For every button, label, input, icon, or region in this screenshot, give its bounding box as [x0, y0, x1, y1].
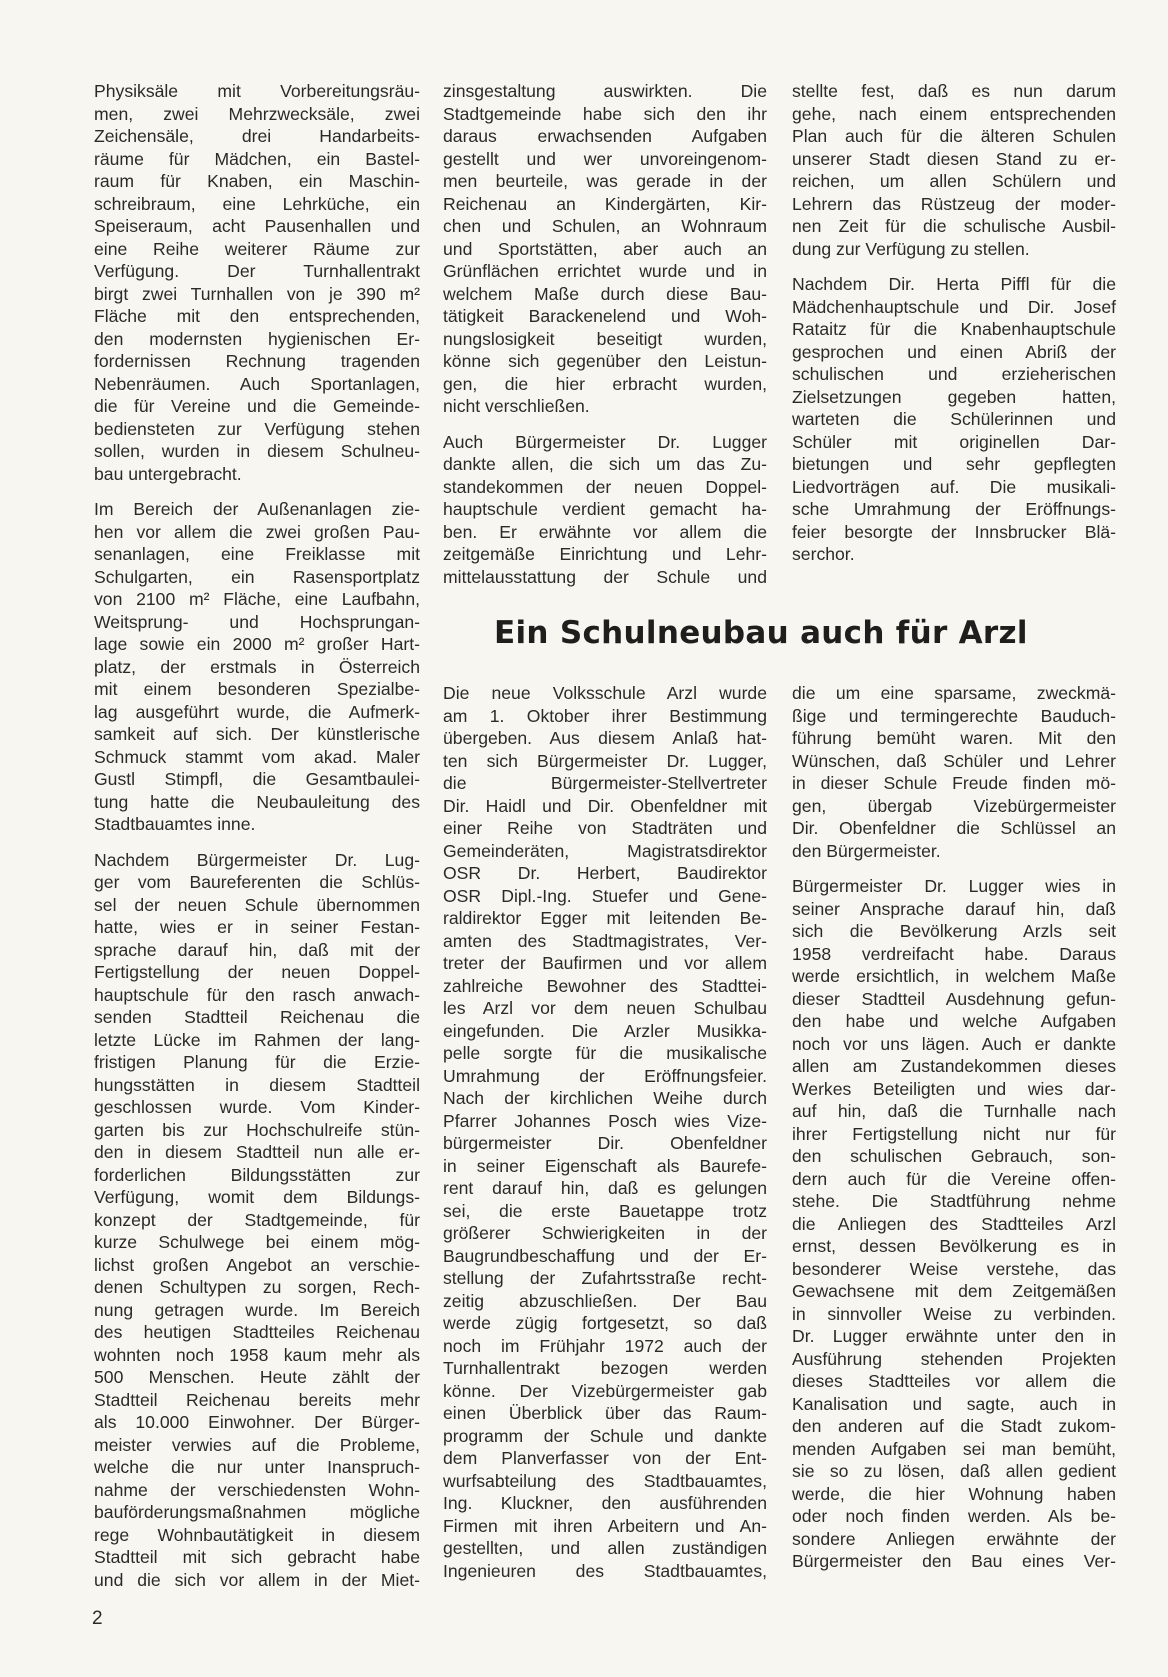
text-line: gehe, nach einem entsprechenden	[792, 103, 1116, 124]
text-line: schulischen und erzieherischen	[792, 364, 1116, 384]
text-line: lag ausgeführt wurde, die Aufmerk-	[94, 701, 420, 722]
text-line: als 10.000 Einwohner. Der Bürger-	[94, 1412, 420, 1432]
text-line: gesprochen und einen Abriß der	[792, 341, 1116, 362]
text-line: ihrer Fertigstellung nicht nur für	[792, 1123, 1116, 1144]
text-line: und die sich vor allem in der Miet-	[94, 1569, 420, 1590]
text-line: Mädchenhauptschule und Dir. Josef	[792, 296, 1116, 317]
text-line: serchor.	[792, 544, 855, 564]
text-line: nahme der verschiedensten Wohn-	[94, 1479, 420, 1500]
text-line: die Bürgermeister-Stellvertreter	[443, 773, 767, 793]
text-line: Dir. Obenfeldner die Schlüssel an	[792, 818, 1116, 838]
text-line: eingefunden. Die Arzler Musikka-	[443, 1020, 767, 1041]
text-line: bürgermeister Dir. Obenfeldner	[443, 1133, 767, 1153]
text-line: zeitgemäße Einrichtung und Lehr-	[443, 544, 767, 564]
text-line: räume für Mädchen, ein Bastel-	[94, 148, 420, 169]
text-line: Ausführung stehenden Projekten	[792, 1348, 1116, 1369]
paragraph	[792, 875, 1116, 1573]
text-line: eine Reihe weiterer Räume zur	[94, 238, 420, 259]
text-line: am 1. Oktober ihrer Bestimmung	[443, 705, 767, 726]
text-line: kurze Schulwege bei einem mög-	[94, 1232, 420, 1252]
text-line: werde, die hier Wohnung haben	[792, 1483, 1116, 1504]
text-line: gestellt und wer unvoreingenom-	[443, 148, 767, 169]
text-line: mit einem besonderen Spezialbe-	[94, 679, 420, 699]
text-line: Turnhallentrakt bezogen werden	[443, 1358, 767, 1378]
text-line: sondere Anliegen erwähnte der	[792, 1528, 1116, 1549]
text-line: Bürgermeister Dr. Lugger wies in	[792, 876, 1116, 896]
text-line: senden Stadtteil Reichenau die	[94, 1007, 420, 1027]
text-line: schreibraum, eine Lehrküche, ein	[94, 193, 420, 214]
text-line: lichst großen Angebot an verschie-	[94, 1254, 420, 1275]
text-line: Stadtteil mit sich gebracht habe	[94, 1547, 420, 1567]
text-line: platz, der erstmals in Österreich	[94, 656, 420, 677]
text-line: welchem Maße durch diese Bau-	[443, 283, 767, 304]
text-line: Stadtgemeinde habe sich den ihr	[443, 103, 767, 124]
text-line: die um eine sparsame, zweckmä-	[792, 683, 1116, 703]
text-line: Speiseraum, acht Pausenhallen und	[94, 216, 420, 236]
text-line: hatte, wies er in seiner Festan-	[94, 917, 420, 937]
text-line: forderlichen Bildungsstätten zur	[94, 1164, 420, 1185]
text-line: Nebenräumen. Auch Sportanlagen,	[94, 373, 420, 394]
paragraph	[443, 431, 767, 589]
text-line: Zielsetzungen gegeben hatten,	[792, 386, 1116, 407]
text-line: Verfügung. Der Turnhallentrakt	[94, 261, 420, 281]
text-line: standekommen der neuen Doppel-	[443, 476, 767, 497]
text-line: Umrahmung der Eröffnungsfeier.	[443, 1065, 767, 1086]
text-line: noch vor uns lägen. Auch er dankte	[792, 1033, 1116, 1054]
text-line: dieses Stadtteiles vor allem die	[792, 1371, 1116, 1391]
text-column-2	[443, 80, 767, 601]
text-line: größerer Schwierigkeiten in der	[443, 1223, 767, 1243]
text-line: sprache darauf hin, daß mit der	[94, 939, 420, 960]
text-line: ben. Er erwähnte vor allem die	[443, 521, 767, 542]
text-line: meister verwies auf die Probleme,	[94, 1434, 420, 1455]
text-line: Pfarrer Johannes Posch wies Vize-	[443, 1110, 767, 1131]
text-line: den modernsten hygienischen Er-	[94, 328, 420, 349]
text-line: in dieser Schule Freude finden mö-	[792, 773, 1116, 793]
text-line: die für Vereine und die Gemeinde-	[94, 396, 420, 416]
text-line: ßige und termingerechte Bauduch-	[792, 705, 1116, 726]
text-line: pelle sorgte für die musikalische	[443, 1043, 767, 1063]
text-line: men, zwei Mehrzwecksäle, zwei	[94, 103, 420, 124]
text-line: den anderen auf die Stadt zukom-	[792, 1416, 1116, 1436]
text-line: letzte Lücke im Rahmen der lang-	[94, 1029, 420, 1050]
text-line: könne. Der Vizebürgermeister gab	[443, 1380, 767, 1401]
text-line: Fertigstellung der neuen Doppel-	[94, 962, 420, 982]
text-line: les Arzl vor dem neuen Schulbau	[443, 998, 767, 1018]
text-line: wohnten noch 1958 kaum mehr als	[94, 1344, 420, 1365]
text-line: chen und Schulen, an Wohnraum	[443, 216, 767, 236]
text-line: sollen, wurden in diesem Schulneu-	[94, 441, 420, 461]
text-line: Schulgarten, ein Rasensportplatz	[94, 566, 420, 587]
text-line: birgt zwei Turnhallen von je 390 m²	[94, 283, 420, 304]
text-line: Verfügung, womit dem Bildungs-	[94, 1187, 420, 1207]
text-line: OSR Dipl.-Ing. Stuefer und Gene-	[443, 885, 767, 906]
text-line: hauptschule verdient gemacht ha-	[443, 499, 767, 519]
text-line: ernst, dessen Bevölkerung es in	[792, 1236, 1116, 1256]
text-line: Fläche mit den entsprechenden,	[94, 306, 420, 326]
text-line: nungslosigkeit beseitigt wurden,	[443, 328, 767, 349]
text-line: rent darauf hin, daß es gelungen	[443, 1178, 767, 1198]
text-line: seiner Ansprache darauf hin, daß	[792, 898, 1116, 919]
text-line: hauptschule für den rasch anwach-	[94, 984, 420, 1005]
text-line: Wünschen, daß Schüler und Lehrer	[792, 750, 1116, 771]
text-line: treter der Baufirmen und vor allem	[443, 953, 767, 973]
text-column-1	[94, 80, 420, 1604]
text-line: Gewachsene mit dem Zeitgemäßen	[792, 1281, 1116, 1301]
text-line: Nach der kirchlichen Weihe durch	[443, 1088, 767, 1108]
text-line: noch im Frühjahr 1972 auch der	[443, 1335, 767, 1356]
text-line: raldirektor Egger mit leitenden Be-	[443, 908, 767, 928]
text-line: OSR Dr. Herbert, Baudirektor	[443, 863, 767, 883]
text-line: werde ersichtlich, in welchem Maße	[792, 966, 1116, 986]
text-line: fordernissen Rechnung tragenden	[94, 351, 420, 371]
text-line: dern auch für die Vereine offen-	[792, 1168, 1116, 1189]
text-line: gestellten, und allen zuständigen	[443, 1538, 767, 1558]
text-line: garten bis zur Hochschulreife stün-	[94, 1119, 420, 1140]
text-line: ten sich Bürgermeister Dr. Lugger,	[443, 750, 767, 771]
text-line: 1958 verdreifacht habe. Daraus	[792, 943, 1116, 964]
text-line: ger vom Baureferenten die Schlüs-	[94, 872, 420, 892]
text-line: Ing. Kluckner, den ausführenden	[443, 1493, 767, 1513]
text-column-3	[792, 80, 1116, 579]
text-line: konzept der Stadtgemeinde, für	[94, 1209, 420, 1230]
text-line: zeitig abzuschließen. Der Bau	[443, 1290, 767, 1311]
text-line: einen Überblick über das Raum-	[443, 1403, 767, 1423]
text-line: Zeichensäle, drei Handarbeits-	[94, 126, 420, 146]
text-line: rege Wohnbautätigkeit in diesem	[94, 1524, 420, 1545]
text-line: sie so zu lösen, daß allen gedient	[792, 1461, 1116, 1481]
text-line: besonderer Weise verstehe, das	[792, 1258, 1116, 1279]
text-line: Nachdem Dir. Herta Piffl für die	[792, 274, 1116, 294]
text-line: nen Zeit für die schulische Ausbil-	[792, 216, 1116, 236]
text-line: gen, übergab Vizebürgermeister	[792, 795, 1116, 816]
text-line: denen Schultypen zu sorgen, Rech-	[94, 1277, 420, 1297]
text-line: nicht verschließen.	[443, 396, 590, 416]
text-line: Physiksäle mit Vorbereitungsräu-	[94, 81, 420, 101]
text-line: sich die Bevölkerung Arzls seit	[792, 921, 1116, 941]
paragraph	[94, 498, 420, 836]
text-line: den Bürgermeister.	[792, 840, 941, 861]
text-line: unserer Stadt diesen Stand zu er-	[792, 148, 1116, 169]
text-line: dem Planverfasser von der Ent-	[443, 1448, 767, 1468]
text-line: sel der neuen Schule übernommen	[94, 894, 420, 915]
text-line: Baugrundbeschaffung und der Er-	[443, 1245, 767, 1266]
text-line: die Anliegen des Stadtteiles Arzl	[792, 1213, 1116, 1234]
text-line: Firmen mit ihren Arbeitern und An-	[443, 1515, 767, 1536]
text-line: Auch Bürgermeister Dr. Lugger	[443, 431, 767, 452]
text-line: hen vor allem die zwei großen Pau-	[94, 521, 420, 542]
paragraph	[443, 80, 767, 418]
text-line: Dir. Haidl und Dir. Obenfeldner mit	[443, 795, 767, 816]
text-line: bau untergebracht.	[94, 463, 242, 484]
text-line: hungsstätten in diesem Stadtteil	[94, 1074, 420, 1095]
text-line: Stadtbauamtes inne.	[94, 814, 256, 834]
text-line: den habe und welche Aufgaben	[792, 1011, 1116, 1031]
text-line: Die neue Volksschule Arzl wurde	[443, 683, 767, 703]
text-line: 500 Menschen. Heute zählt der	[94, 1367, 420, 1387]
text-line: Plan auch für die älteren Schulen	[792, 126, 1116, 146]
text-line: führung bemüht waren. Mit den	[792, 728, 1116, 748]
text-line: zahlreiche Bewohner des Stadttei-	[443, 975, 767, 996]
text-line: Gustl Stimpfl, die Gesamtbaulei-	[94, 769, 420, 789]
text-line: programm der Schule und dankte	[443, 1425, 767, 1446]
text-line: dieser Stadtteil Ausdehnung gefun-	[792, 988, 1116, 1009]
paragraph	[94, 80, 420, 485]
text-line: lage sowie ein 2000 m² großer Hart-	[94, 634, 420, 654]
text-line: geschlossen wurde. Vom Kinder-	[94, 1097, 420, 1117]
text-line: in seiner Eigenschaft als Baurefe-	[443, 1155, 767, 1176]
text-line: des heutigen Stadtteiles Reichenau	[94, 1322, 420, 1342]
text-line: menden Aufgaben sei man bemüht,	[792, 1438, 1116, 1459]
text-line: Gemeinderäten, Magistratsdirektor	[443, 840, 767, 861]
text-line: mittelausstattung der Schule und	[443, 566, 767, 587]
text-line: Weitsprung- und Hochsprungan-	[94, 611, 420, 632]
text-line: bietungen und sehr gepflegten	[792, 454, 1116, 474]
text-line: stellte fest, daß es nun darum	[792, 81, 1116, 101]
text-column-5	[792, 682, 1116, 1586]
text-line: Nachdem Bürgermeister Dr. Lug-	[94, 849, 420, 870]
text-line: in sinnvoller Weise zu verbinden.	[792, 1303, 1116, 1324]
text-line: Dr. Lugger erwähnte unter den in	[792, 1326, 1116, 1346]
paragraph	[94, 849, 420, 1592]
text-line: Reichenau an Kindergärten, Kir-	[443, 193, 767, 214]
text-line: den in diesem Stadtteil nun alle er-	[94, 1142, 420, 1162]
text-line: allen am Zustandekommen dieses	[792, 1056, 1116, 1076]
text-line: den schulischen Gebrauch, son-	[792, 1146, 1116, 1166]
text-line: Stadtteil Reichenau bereits mehr	[94, 1389, 420, 1410]
text-line: oder noch finden werden. Als be-	[792, 1506, 1116, 1526]
text-line: Lehrern das Rüstzeug der moder-	[792, 193, 1116, 214]
text-line: raum für Knaben, ein Maschin-	[94, 171, 420, 191]
paragraph	[792, 80, 1116, 260]
text-line: gen, die hier erbracht wurden,	[443, 373, 767, 394]
text-line: bauförderungsmaßnahmen mögliche	[94, 1502, 420, 1522]
paragraph	[792, 273, 1116, 566]
page-number: 2	[92, 1608, 103, 1629]
text-line: tätigkeit Barackenelend und Woh-	[443, 306, 767, 326]
text-line: Kanalisation und sagte, auch in	[792, 1393, 1116, 1414]
text-line: von 2100 m² Fläche, eine Laufbahn,	[94, 589, 420, 609]
text-line: wurfsabteilung des Stadtbauamtes,	[443, 1470, 767, 1491]
paragraph	[792, 682, 1116, 862]
text-line: feier besorgte der Innsbrucker Blä-	[792, 521, 1116, 542]
text-line: stehe. Die Stadtführung nehme	[792, 1191, 1116, 1211]
text-line: warteten die Schülerinnen und	[792, 409, 1116, 429]
text-line: nung getragen wurde. Im Bereich	[94, 1299, 420, 1320]
text-line: welche die nur unter Inanspruch-	[94, 1457, 420, 1477]
paragraph	[443, 682, 767, 1582]
text-line: Grünflächen errichtet wurde und in	[443, 261, 767, 281]
text-line: samkeit auf sich. Der künstlerische	[94, 724, 420, 744]
text-line: und Sportstätten, aber auch an	[443, 238, 767, 259]
article-headline: Ein Schulneubau auch für Arzl	[494, 615, 1028, 651]
text-line: daraus erwachsenden Aufgaben	[443, 126, 767, 146]
text-line: tung hatte die Neubauleitung des	[94, 791, 420, 812]
text-line: werde zügig fortgesetzt, so daß	[443, 1313, 767, 1333]
text-column-4	[443, 682, 767, 1595]
text-line: Bürgermeister den Bau eines Ver-	[792, 1551, 1116, 1571]
text-line: sei, die erste Bauetappe trotz	[443, 1200, 767, 1221]
text-line: senanlagen, eine Freiklasse mit	[94, 544, 420, 564]
text-line: zinsgestaltung auswirkten. Die	[443, 81, 767, 101]
text-line: fristigen Planung für die Erzie-	[94, 1052, 420, 1072]
text-line: Im Bereich der Außenanlagen zie-	[94, 499, 420, 519]
text-line: einer Reihe von Stadträten und	[443, 818, 767, 838]
text-line: sche Umrahmung der Eröffnungs-	[792, 499, 1116, 519]
text-line: Ingenieuren des Stadtbauamtes,	[443, 1560, 767, 1581]
text-line: dankte allen, die sich um das Zu-	[443, 454, 767, 474]
text-line: übergeben. Aus diesem Anlaß hat-	[443, 728, 767, 748]
text-line: Schmuck stammt vom akad. Maler	[94, 746, 420, 767]
text-line: amten des Stadtmagistrates, Ver-	[443, 930, 767, 951]
text-line: stellung der Zufahrtsstraße recht-	[443, 1268, 767, 1288]
text-line: Schüler mit originellen Dar-	[792, 431, 1116, 452]
text-line: reichen, um allen Schülern und	[792, 171, 1116, 191]
text-line: Liedvorträgen auf. Die musikali-	[792, 476, 1116, 497]
text-line: bediensteten zur Verfügung stehen	[94, 418, 420, 439]
text-line: auf hin, daß die Turnhalle nach	[792, 1101, 1116, 1121]
text-line: dung zur Verfügung zu stellen.	[792, 238, 1030, 259]
text-line: Werkes Beteiligten und wies dar-	[792, 1078, 1116, 1099]
text-line: könne sich gegenüber den Leistun-	[443, 351, 767, 371]
text-line: Rataitz für die Knabenhauptschule	[792, 319, 1116, 339]
text-line: men beurteile, was gerade in der	[443, 171, 767, 191]
